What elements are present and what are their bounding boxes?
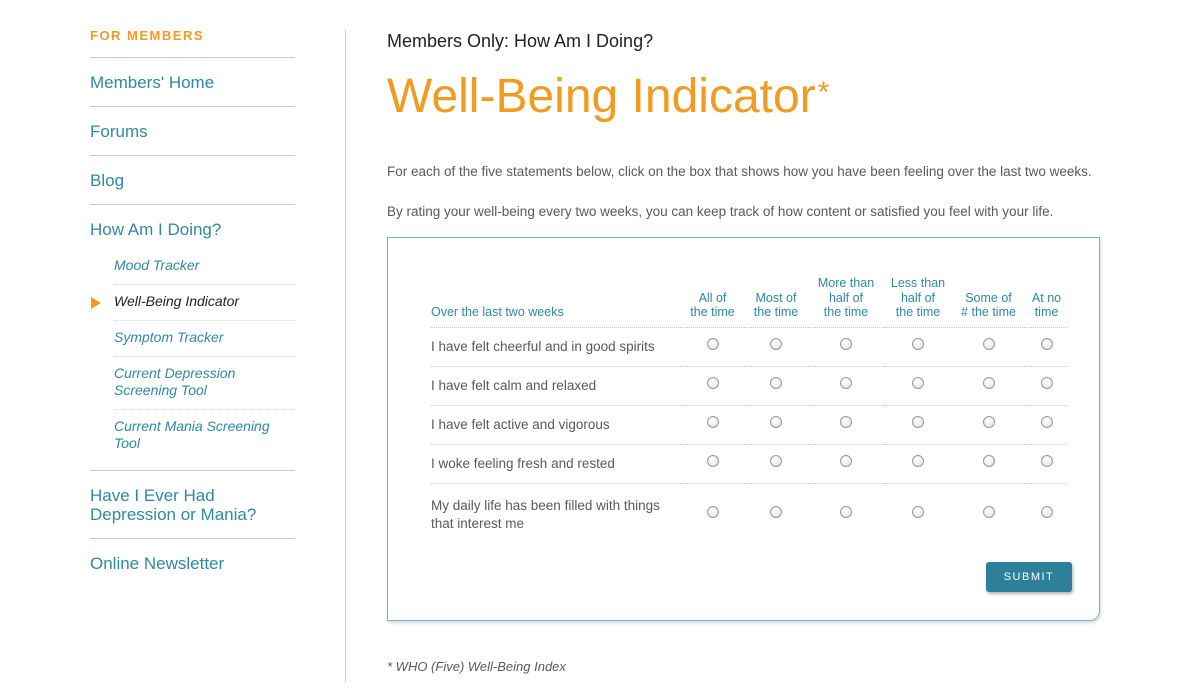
rating-cell: [1025, 405, 1068, 444]
rating-radio[interactable]: [912, 416, 924, 428]
col-header-line: the time: [753, 305, 799, 319]
rating-radio[interactable]: [840, 506, 852, 518]
rating-cell: [884, 327, 952, 366]
rating-cell: [681, 444, 744, 483]
rating-radio[interactable]: [912, 377, 924, 389]
page-kicker: Members Only: How Am I Doing?: [387, 31, 654, 51]
rating-cell: [744, 366, 808, 405]
rating-radio[interactable]: [1041, 455, 1053, 467]
header-label: Over the last two weeks: [431, 276, 681, 327]
rating-radio[interactable]: [770, 377, 782, 389]
members-sidebar: [90, 0, 295, 588]
sidebar-submenu: [90, 249, 295, 471]
rating-grid: [431, 276, 1068, 546]
rating-cell: [1025, 327, 1068, 366]
col-header-more-than-half: [808, 276, 884, 327]
intro-text-1: For each of the five statements below, click on the box that shows how you have been feeling over the last two weeks.: [387, 164, 1092, 179]
statement-text: I have felt calm and relaxed: [431, 366, 681, 405]
rating-radio[interactable]: [840, 338, 852, 350]
rating-cell: [952, 483, 1025, 546]
statement-text: I have felt cheerful and in good spirits: [431, 327, 681, 366]
rating-cell: [681, 483, 744, 546]
rating-cell: [884, 483, 952, 546]
rating-radio[interactable]: [983, 338, 995, 350]
footnote: * WHO (Five) Well-Being Index: [387, 659, 566, 674]
col-header-line: All of: [698, 290, 727, 305]
sidebar-subitem-depression-screening[interactable]: Current Depression Screening Tool: [114, 357, 295, 410]
col-header-line: Most of: [755, 290, 797, 305]
table-row: [431, 444, 1068, 483]
statement-text: I have felt active and vigorous: [431, 405, 681, 444]
rating-cell: [1025, 444, 1068, 483]
rating-cell: [884, 405, 952, 444]
column-divider: [345, 30, 346, 682]
col-header-line: time: [1034, 305, 1059, 319]
rating-radio[interactable]: [707, 377, 719, 389]
rating-radio[interactable]: [770, 455, 782, 467]
rating-radio[interactable]: [770, 506, 782, 518]
rating-radio[interactable]: [840, 377, 852, 389]
sidebar-subitem-mania-screening[interactable]: Current Mania Screening Tool: [114, 418, 270, 451]
rating-radio[interactable]: [707, 506, 719, 518]
rating-radio[interactable]: [770, 416, 782, 428]
rating-cell: [681, 405, 744, 444]
col-header-line: the time: [895, 305, 941, 319]
sidebar-heading: FOR MEMBERS: [90, 28, 295, 58]
rating-cell: [744, 405, 808, 444]
rating-radio[interactable]: [912, 506, 924, 518]
col-header-less-than-half: [884, 276, 952, 327]
rating-radio[interactable]: [912, 338, 924, 350]
sidebar-subitem-symptom-tracker[interactable]: Symptom Tracker: [114, 321, 295, 357]
rating-cell: [744, 444, 808, 483]
grid-body: [431, 327, 1068, 546]
sidebar-item-how-am-i-doing[interactable]: How Am I Doing?: [90, 220, 222, 239]
rating-cell: [744, 483, 808, 546]
rating-radio[interactable]: [840, 455, 852, 467]
rating-cell: [744, 327, 808, 366]
rating-radio[interactable]: [983, 377, 995, 389]
rating-radio[interactable]: [840, 416, 852, 428]
title-footnote-mark: *: [817, 76, 830, 109]
sidebar-subitem-mood-tracker[interactable]: Mood Tracker: [114, 249, 295, 285]
submit-button[interactable]: SUBMIT: [986, 562, 1072, 592]
rating-radio[interactable]: [1041, 506, 1053, 518]
rating-radio[interactable]: [983, 416, 995, 428]
rating-cell: [808, 444, 884, 483]
rating-radio[interactable]: [1041, 416, 1053, 428]
grid-header-row: [431, 276, 1068, 327]
table-row: [431, 405, 1068, 444]
rating-radio[interactable]: [983, 455, 995, 467]
rating-cell: [952, 444, 1025, 483]
rating-radio[interactable]: [912, 455, 924, 467]
rating-radio[interactable]: [707, 455, 719, 467]
rating-cell: [952, 366, 1025, 405]
col-header-line: the time: [690, 305, 735, 319]
rating-cell: [952, 327, 1025, 366]
sidebar-item-depression-or-mania[interactable]: Have I Ever Had Depression or Mania?: [90, 471, 295, 539]
col-header-at-no-time: [1025, 276, 1068, 327]
well-being-form: [387, 237, 1100, 621]
rating-cell: [681, 366, 744, 405]
rating-cell: [1025, 483, 1068, 546]
page-title-text: Well-Being Indicator: [387, 70, 816, 123]
rating-radio[interactable]: [770, 338, 782, 350]
rating-radio[interactable]: [707, 338, 719, 350]
intro-text-2: By rating your well-being every two weeks, you can keep track of how content or satisfied you feel with your life.: [387, 204, 1054, 219]
rating-radio[interactable]: [1041, 377, 1053, 389]
rating-cell: [681, 327, 744, 366]
col-header-some-of-the-time: [952, 276, 1025, 327]
col-header-all-of-the-time: [681, 276, 744, 327]
rating-cell: [884, 444, 952, 483]
col-header-line: Less than: [890, 276, 946, 290]
rating-cell: [808, 405, 884, 444]
rating-radio[interactable]: [707, 416, 719, 428]
col-header-line: the time: [823, 305, 869, 319]
col-header-line: half of: [828, 290, 864, 305]
statement-text: I woke feeling fresh and rested: [431, 444, 681, 483]
col-header-line: half of: [900, 290, 936, 305]
sidebar-item-blog[interactable]: Blog: [90, 156, 295, 205]
table-row: [431, 366, 1068, 405]
rating-cell: [808, 483, 884, 546]
col-header-line: At no: [1031, 290, 1062, 305]
sidebar-subitem-label: Well-Being Indicator: [114, 293, 240, 309]
rating-radio[interactable]: [983, 506, 995, 518]
statement-text: My daily life has been filled with things that interest me: [431, 497, 660, 531]
rating-cell: [952, 405, 1025, 444]
main-content: [387, 0, 1102, 674]
rating-cell: [808, 366, 884, 405]
rating-cell: [808, 327, 884, 366]
rating-cell: [1025, 366, 1068, 405]
col-header-line: Some of: [965, 290, 1012, 305]
table-row: [431, 483, 1068, 546]
rating-radio[interactable]: [1041, 338, 1053, 350]
sidebar-item-members-home[interactable]: Members' Home: [90, 58, 295, 107]
sidebar-subitem-well-being-indicator[interactable]: [114, 285, 295, 321]
col-header-most-of-the-time: [744, 276, 808, 327]
rating-cell: [884, 366, 952, 405]
col-header-line: More than: [817, 276, 875, 290]
sidebar-item-online-newsletter[interactable]: Online Newsletter: [90, 554, 225, 573]
page-title: [387, 69, 1102, 125]
sidebar-item-forums[interactable]: Forums: [90, 107, 295, 156]
active-arrow-icon: [91, 297, 101, 309]
col-header-line: # the time: [961, 305, 1016, 319]
table-row: [431, 327, 1068, 366]
